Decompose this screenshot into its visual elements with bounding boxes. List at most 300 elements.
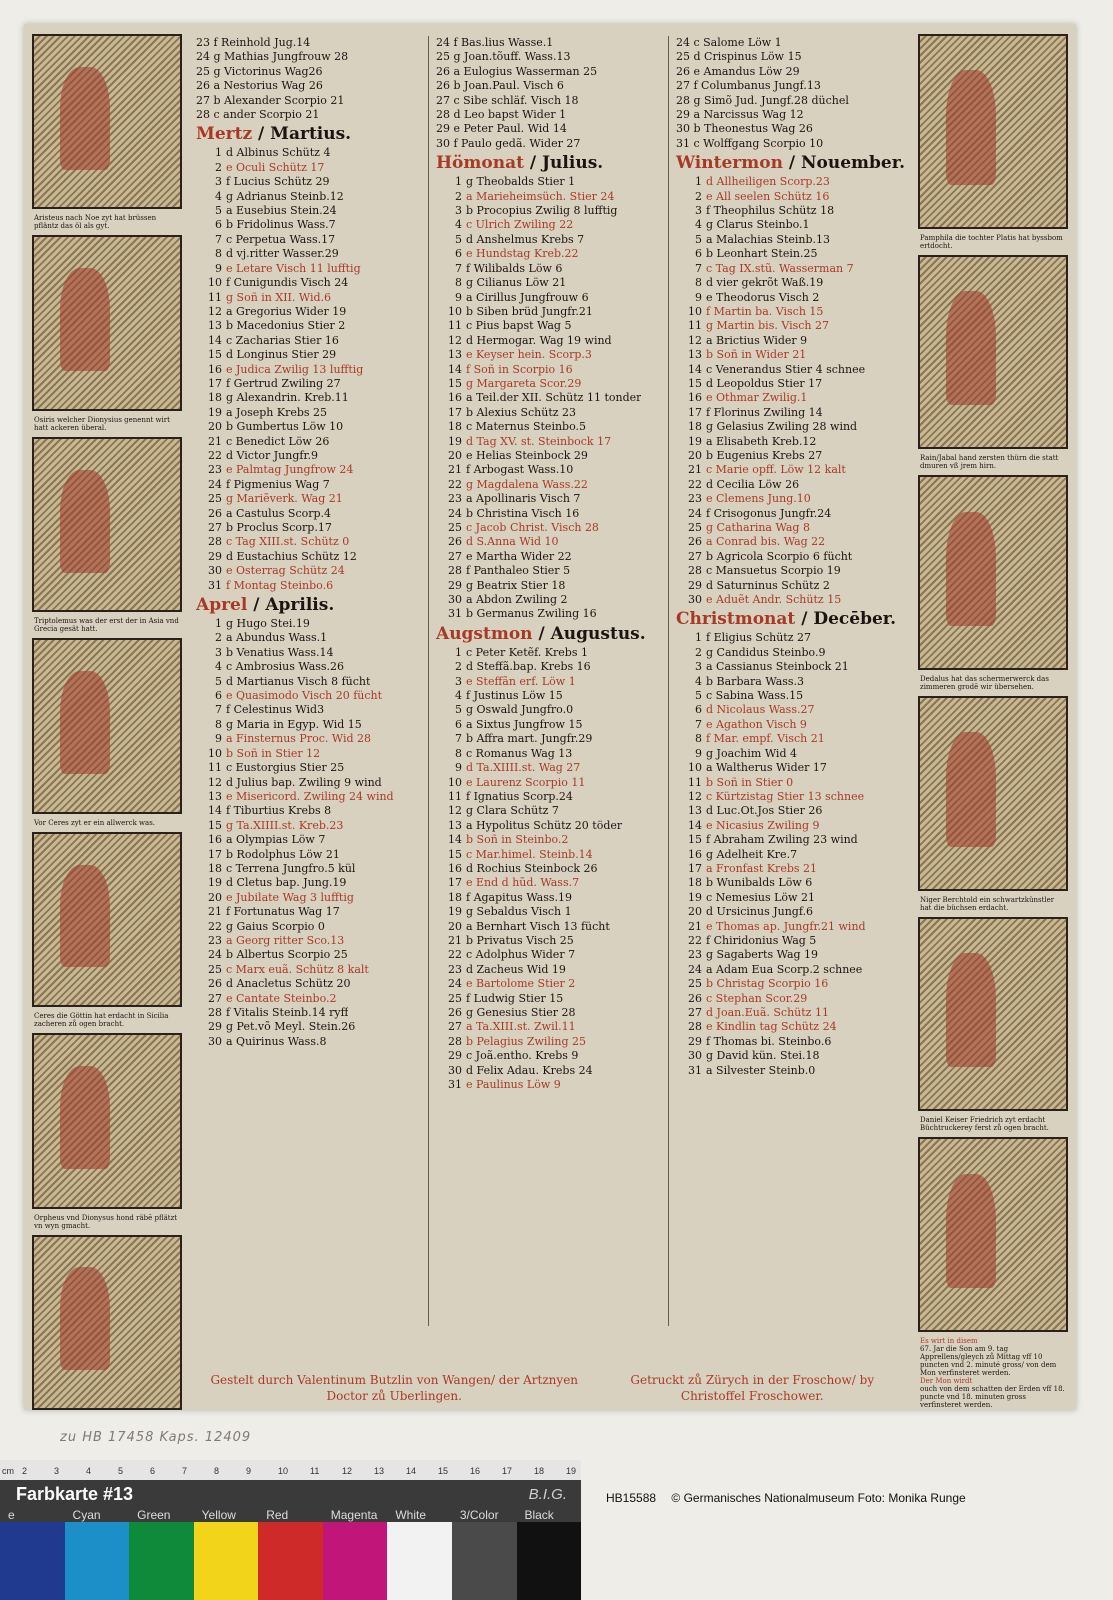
day-entry: f Ludwig Stier 15 — [466, 991, 564, 1005]
day-row — [432, 420, 668, 434]
day-number: 5 — [215, 674, 222, 688]
day-entry: f Theophilus Schütz 18 — [706, 204, 835, 218]
day-number: 21 — [208, 905, 222, 919]
month-heading — [436, 153, 668, 173]
month-name-latin: Julius. — [542, 153, 604, 174]
day-number: 14 — [208, 333, 222, 347]
continuation-row: 25 d Crispinus Löw 15 — [676, 50, 802, 64]
day-row — [672, 478, 908, 492]
day-entry: e All seelen Schütz 16 — [706, 189, 830, 203]
day-entry: e Palmtag Jungfrow 24 — [226, 463, 354, 477]
day-row — [192, 732, 428, 746]
day-row — [192, 617, 428, 631]
day-number: 31 — [688, 1063, 702, 1077]
continuation-row: 27 b Alexander Scorpio 21 — [196, 93, 345, 107]
day-number: 24 — [688, 506, 702, 520]
day-row — [672, 876, 908, 890]
day-entry: c Tag IX.stũ. Wasserman 7 — [706, 261, 854, 275]
day-number: 11 — [448, 319, 462, 333]
day-entry: a Quirinus Wass.8 — [226, 1034, 327, 1048]
day-entry: g Catharina Wag 8 — [706, 521, 810, 534]
day-number: 9 — [215, 261, 222, 275]
day-row — [672, 535, 908, 549]
day-row — [432, 1078, 668, 1092]
swatch-label: Cyan — [72, 1508, 101, 1522]
day-row — [432, 977, 668, 991]
day-number: 2 — [215, 160, 222, 174]
day-row — [672, 204, 908, 218]
day-number: 3 — [455, 204, 462, 218]
day-entry: a Cassianus Steinbock 21 — [706, 660, 849, 674]
swatch-label: Magenta — [330, 1508, 378, 1522]
day-number: 23 — [208, 463, 222, 477]
day-entry: e Cantate Steinbo.2 — [226, 991, 337, 1005]
day-number: 1 — [455, 645, 462, 659]
day-row — [432, 593, 668, 607]
day-row — [672, 905, 908, 919]
day-row — [432, 190, 668, 204]
month-name-german: Wintermon — [676, 153, 783, 174]
day-number: 12 — [208, 304, 222, 318]
day-number: 23 — [688, 492, 702, 506]
day-row — [672, 348, 908, 362]
day-entry: d Leopoldus Stier 17 — [706, 376, 823, 390]
color-swatch — [323, 1522, 388, 1600]
ruler-tick: 6 — [150, 1466, 156, 1476]
day-entry: a Olympias Löw 7 — [226, 833, 326, 847]
month-name-german: Hömonat — [436, 153, 524, 174]
day-entry: e Oculi Schütz 17 — [226, 160, 325, 174]
swatch-names — [0, 1508, 581, 1522]
day-entry: b Christina Visch 16 — [466, 506, 580, 520]
ruler — [0, 1460, 581, 1480]
woodcut-caption: Orpheus vnd Dionysus hond räbē pflätzt vn wyn gmacht. — [34, 1213, 178, 1230]
day-row — [432, 876, 668, 890]
day-row — [672, 703, 908, 717]
day-entry: b Privatus Visch 25 — [466, 933, 574, 947]
day-row — [192, 420, 428, 434]
calendar-sheet — [24, 24, 1076, 1410]
day-number: 19 — [208, 876, 222, 890]
day-row — [672, 948, 908, 962]
day-entry: g Pet.võ Meyl. Stein.26 — [226, 1020, 356, 1034]
day-number: 8 — [215, 247, 222, 261]
day-row — [672, 319, 908, 333]
day-row — [192, 631, 428, 645]
continuation-row: 25 g Joan.tõuff. Wass.13 — [436, 50, 571, 64]
day-entry: d Martianus Visch 8 fücht — [226, 674, 371, 688]
day-number: 10 — [688, 304, 702, 318]
day-number: 6 — [455, 247, 462, 261]
continuation-row: 24 g Mathias Jungfrouw 28 — [196, 50, 349, 64]
day-entry: b Germanus Zwiling 16 — [466, 607, 597, 621]
day-row — [192, 276, 428, 290]
day-entry: c Maternus Steinbo.5 — [466, 420, 587, 434]
day-entry: a Elisabeth Kreb.12 — [706, 434, 817, 448]
swatch-label: 3/Color — [459, 1508, 499, 1522]
day-entry: d vier gekrõt Waß.19 — [706, 276, 824, 290]
day-row — [192, 535, 428, 549]
day-row — [432, 218, 668, 232]
month-separator: / — [782, 153, 801, 174]
day-row — [192, 761, 428, 775]
day-number: 23 — [448, 492, 462, 506]
day-number: 10 — [448, 775, 462, 789]
left-woodcut-column — [32, 34, 182, 1410]
day-row — [192, 348, 428, 362]
day-entry: g Adelheit Kre.7 — [706, 847, 798, 861]
day-number: 7 — [695, 717, 702, 731]
day-entry: b Agricola Scorpio 6 fücht — [706, 549, 853, 563]
day-entry: b Soñ in Steinbo.2 — [466, 833, 569, 847]
day-row — [672, 833, 908, 847]
day-number: 9 — [695, 746, 702, 760]
day-entry: a Bernhart Visch 13 fücht — [466, 919, 610, 933]
day-number: 10 — [688, 761, 702, 775]
day-row — [672, 631, 908, 645]
woodcut-caption: Ceres die Göttin hat erdacht in Sicilia zacheren zů ogen bracht. — [34, 1012, 169, 1029]
day-number: 4 — [695, 218, 702, 232]
day-number: 13 — [688, 348, 702, 362]
day-entry: d Cecilia Löw 26 — [706, 477, 800, 491]
color-swatch — [129, 1522, 194, 1600]
day-entry: c Ulrich Zwiling 22 — [466, 218, 574, 232]
day-row — [672, 718, 908, 732]
moon-eclipse-text: ouch von dem schatten der Erden vff 18. puncte vnd 18. minuten gross verfinsteret werden. — [920, 1385, 1065, 1410]
day-entry: b Venatius Wass.14 — [226, 645, 334, 659]
day-entry: d Saturninus Schütz 2 — [706, 578, 830, 592]
color-swatch — [194, 1522, 259, 1600]
day-number: 17 — [208, 847, 222, 861]
day-row — [432, 963, 668, 977]
continuation-row: 27 c Sibe schläf. Visch 18 — [436, 93, 579, 107]
woodcut-illustration — [32, 1033, 182, 1208]
day-entry: d Anacletus Schütz 20 — [226, 977, 351, 991]
swatch-label: e — [8, 1508, 15, 1522]
day-number: 8 — [215, 717, 222, 731]
day-row — [192, 478, 428, 492]
continuation-row: 26 e Amandus Löw 29 — [676, 64, 800, 78]
day-number: 15 — [208, 348, 222, 362]
day-entry: e Judica Zwilig 13 lufftig — [226, 362, 364, 376]
day-row — [432, 276, 668, 290]
day-number: 7 — [215, 703, 222, 717]
day-number: 24 — [208, 948, 222, 962]
day-row — [192, 819, 428, 833]
day-row — [672, 977, 908, 991]
day-row — [192, 190, 428, 204]
day-number: 10 — [208, 746, 222, 760]
day-number: 9 — [695, 290, 702, 304]
day-entry: f Lucius Schütz 29 — [226, 175, 330, 189]
day-entry: e Theodorus Visch 2 — [706, 290, 820, 304]
day-entry: e Clemens Jung.10 — [706, 492, 811, 506]
day-entry: e Nicasius Zwiling 9 — [706, 818, 820, 832]
day-number: 6 — [695, 703, 702, 717]
day-row — [672, 992, 908, 1006]
day-number: 26 — [208, 506, 222, 520]
day-row — [432, 992, 668, 1006]
day-row — [672, 1035, 908, 1049]
day-row — [432, 675, 668, 689]
day-entry: d Anshelmus Krebs 7 — [466, 232, 585, 246]
day-entry: f Soñ in Scorpio 16 — [466, 362, 573, 376]
woodcut-illustration — [918, 34, 1068, 229]
day-entry: b Pelagius Zwiling 25 — [466, 1034, 587, 1048]
day-number: 1 — [215, 146, 222, 160]
day-number: 8 — [695, 276, 702, 290]
day-entry: g Clarus Steinbo.1 — [706, 218, 810, 232]
day-number: 4 — [455, 218, 462, 232]
woodcut-illustration — [918, 255, 1068, 450]
day-row — [192, 377, 428, 391]
day-number: 4 — [455, 689, 462, 703]
day-entry: a Teil.der XII. Schütz 11 tonder — [466, 391, 642, 405]
day-row — [672, 689, 908, 703]
swatch-label: Black — [524, 1508, 554, 1522]
day-row — [432, 891, 668, 905]
day-row — [432, 819, 668, 833]
day-number: 18 — [448, 420, 462, 434]
day-number: 7 — [455, 732, 462, 746]
day-row — [432, 305, 668, 319]
month-name-latin: Aprilis. — [265, 595, 335, 616]
color-swatch — [517, 1522, 582, 1600]
day-row — [672, 790, 908, 804]
day-number: 22 — [208, 448, 222, 462]
day-row — [192, 977, 428, 991]
month-heading — [436, 624, 668, 644]
day-number: 26 — [448, 535, 462, 549]
day-entry: a Joseph Krebs 25 — [226, 405, 328, 419]
continuation-row: 26 b Joan.Paul. Visch 6 — [436, 79, 564, 93]
day-number: 31 — [448, 1078, 462, 1092]
day-number: 24 — [448, 506, 462, 520]
day-row — [192, 776, 428, 790]
day-row — [672, 934, 908, 948]
day-row — [192, 948, 428, 962]
day-row — [192, 363, 428, 377]
ruler-tick: 2 — [22, 1466, 28, 1476]
day-number: 28 — [448, 564, 462, 578]
day-number: 15 — [448, 847, 462, 861]
day-entry: f Florinus Zwiling 14 — [706, 405, 823, 419]
day-entry: d S.Anna Wid 10 — [466, 535, 559, 549]
day-row — [432, 247, 668, 261]
day-row — [192, 790, 428, 804]
day-entry: c Jacob Christ. Visch 28 — [466, 521, 599, 534]
day-row — [192, 550, 428, 564]
day-entry: b Christag Scorpio 16 — [706, 977, 829, 991]
day-row — [672, 550, 908, 564]
day-number: 1 — [455, 175, 462, 189]
day-number: 11 — [208, 761, 222, 775]
day-number: 9 — [455, 761, 462, 775]
day-entry: g Hugo Stei.19 — [226, 617, 310, 631]
day-row — [192, 1035, 428, 1049]
day-entry: c Joã.entho. Krebs 9 — [466, 1049, 579, 1063]
day-entry: d Albinus Schütz 4 — [226, 146, 331, 160]
day-row — [672, 675, 908, 689]
ruler-tick: 10 — [278, 1466, 289, 1476]
swatch-label: Green — [137, 1508, 171, 1522]
day-number: 12 — [208, 775, 222, 789]
credit-text: © Germanisches Nationalmuseum Foto: Monika Runge — [671, 1491, 966, 1505]
day-row — [432, 391, 668, 405]
day-entry: b Procopius Zwilig 8 lufftig — [466, 204, 618, 218]
day-number: 22 — [208, 919, 222, 933]
day-row — [192, 233, 428, 247]
day-entry: g Candidus Steinbo.9 — [706, 645, 826, 659]
day-number: 12 — [688, 789, 702, 803]
day-number: 19 — [448, 905, 462, 919]
day-number: 3 — [455, 674, 462, 688]
day-row — [192, 435, 428, 449]
day-entry: b Wunibalds Löw 6 — [706, 876, 813, 890]
swatch-label: Yellow — [201, 1508, 236, 1522]
day-entry: d Joan.Euã. Schütz 11 — [706, 1006, 829, 1019]
woodcut-illustration — [32, 34, 182, 209]
ruler-tick: 17 — [502, 1466, 513, 1476]
day-number: 28 — [208, 1006, 222, 1019]
day-entry: a Fronfast Krebs 21 — [706, 861, 818, 875]
ruler-tick: 11 — [310, 1466, 320, 1476]
continuation-row: 26 a Nestorius Wag 26 — [196, 79, 323, 93]
day-entry: f Agapitus Wass.19 — [466, 890, 573, 904]
day-entry: e Helias Steinbock 29 — [466, 448, 588, 462]
day-row — [432, 507, 668, 521]
day-entry: g Cilianus Löw 21 — [466, 276, 567, 290]
day-number: 20 — [208, 420, 222, 434]
day-entry: e Keyser hein. Scorp.3 — [466, 348, 592, 362]
day-number: 21 — [448, 463, 462, 477]
day-row — [672, 305, 908, 319]
day-number: 5 — [695, 689, 702, 703]
day-number: 20 — [448, 448, 462, 462]
continuation-row: 28 c ander Scorpio 21 — [196, 108, 320, 122]
color-swatch — [0, 1522, 65, 1600]
month-name-german: Mertz — [196, 124, 253, 145]
day-entry: g Mariẽverk. Wag 21 — [226, 492, 343, 506]
day-row — [432, 319, 668, 333]
day-number: 18 — [208, 861, 222, 875]
day-entry: a Marieheimsüch. Stier 24 — [466, 189, 615, 203]
month-separator: / — [532, 623, 551, 644]
day-row — [192, 262, 428, 276]
day-row — [192, 507, 428, 521]
month-name-german: Christmonat — [676, 609, 796, 630]
day-row — [672, 291, 908, 305]
ruler-tick: 13 — [374, 1466, 385, 1476]
month-name-latin: Nouember. — [800, 153, 906, 174]
day-entry: g Clara Schütz 7 — [466, 804, 559, 818]
day-number: 3 — [215, 175, 222, 189]
day-entry: c Peter Ketẽf. Krebs 1 — [466, 645, 588, 659]
day-row — [192, 1020, 428, 1034]
day-entry: c Eustorgius Stier 25 — [226, 761, 345, 775]
continuation-row: 28 d Leo bapst Wider 1 — [436, 108, 567, 122]
day-number: 6 — [215, 218, 222, 232]
day-number: 1 — [695, 631, 702, 645]
woodcut-illustration — [32, 437, 182, 612]
day-number: 20 — [688, 448, 702, 462]
day-number: 25 — [208, 962, 222, 976]
day-number: 17 — [208, 376, 222, 390]
day-row — [432, 262, 668, 276]
day-entry: c Kürtzistag Stier 13 schnee — [706, 789, 865, 803]
month-separator: / — [247, 595, 266, 616]
day-row — [432, 833, 668, 847]
day-row — [192, 804, 428, 818]
day-entry: e Jubilate Wag 3 lufftig — [226, 890, 354, 904]
day-entry: g Joachim Wid 4 — [706, 746, 797, 760]
day-entry: c Romanus Wag 13 — [466, 746, 573, 760]
day-number: 14 — [208, 804, 222, 818]
ruler-tick: 5 — [118, 1466, 124, 1476]
woodcut-illustration — [32, 1235, 182, 1410]
woodcut-illustration — [918, 1137, 1068, 1332]
day-row — [432, 550, 668, 564]
day-number: 14 — [688, 362, 702, 376]
day-number: 30 — [208, 564, 222, 578]
day-number: 29 — [688, 1034, 702, 1048]
day-entry: b Proclus Scorp.17 — [226, 521, 332, 534]
day-number: 28 — [208, 535, 222, 549]
day-row — [672, 391, 908, 405]
woodcut-illustration — [918, 696, 1068, 891]
day-number: 17 — [448, 876, 462, 890]
day-entry: b Fridolinus Wass.7 — [226, 218, 336, 232]
day-row — [432, 607, 668, 621]
eclipse-notice — [918, 1336, 1068, 1410]
day-entry: g Soñ in XII. Wid.6 — [226, 290, 332, 304]
day-entry: d Ta.XIIII.st. Wag 27 — [466, 761, 581, 775]
day-number: 11 — [688, 775, 702, 789]
day-entry: e Hundstag Kreb.22 — [466, 247, 579, 261]
day-number: 25 — [448, 991, 462, 1005]
day-row — [672, 920, 908, 934]
day-row — [192, 305, 428, 319]
day-number: 25 — [208, 492, 222, 506]
day-number: 13 — [208, 789, 222, 803]
day-number: 13 — [688, 804, 702, 818]
month-name-german: Aprel — [196, 595, 248, 616]
day-row — [432, 492, 668, 506]
day-number: 31 — [448, 607, 462, 621]
day-number: 22 — [448, 948, 462, 962]
continuation-row: 24 c Salome Löw 1 — [676, 36, 782, 49]
day-number: 24 — [448, 977, 462, 991]
woodcut-caption: Pamphila die tochter Platis hat byssbom ertdocht. — [920, 233, 1063, 250]
day-number: 15 — [688, 376, 702, 390]
woodcut-caption: Niger Berchtold ein schwartzkünstler hat die büchsen erdacht. — [920, 895, 1055, 912]
day-number: 28 — [448, 1034, 462, 1048]
woodcut-illustration — [32, 638, 182, 813]
day-entry: f Tiburtius Krebs 8 — [226, 804, 332, 818]
day-entry: b Eugenius Krebs 27 — [706, 448, 823, 462]
day-number: 26 — [448, 1006, 462, 1019]
sun-eclipse-text: 67. Jar die Son am 9. tag Apprellens/gleych zů Mittag vff 10 puncten vnd 2. minuté gross/ von dem Mon verfinsteret werden. — [920, 1345, 1057, 1378]
ruler-tick: 15 — [438, 1466, 449, 1476]
day-row — [432, 1035, 668, 1049]
day-entry: d Eustachius Schütz 12 — [226, 549, 357, 563]
day-row — [192, 718, 428, 732]
ruler-unit: cm — [2, 1466, 14, 1476]
day-row — [432, 348, 668, 362]
day-row — [672, 262, 908, 276]
day-entry: a Malachias Steinb.13 — [706, 232, 831, 246]
day-entry: b Barbara Wass.3 — [706, 674, 805, 688]
